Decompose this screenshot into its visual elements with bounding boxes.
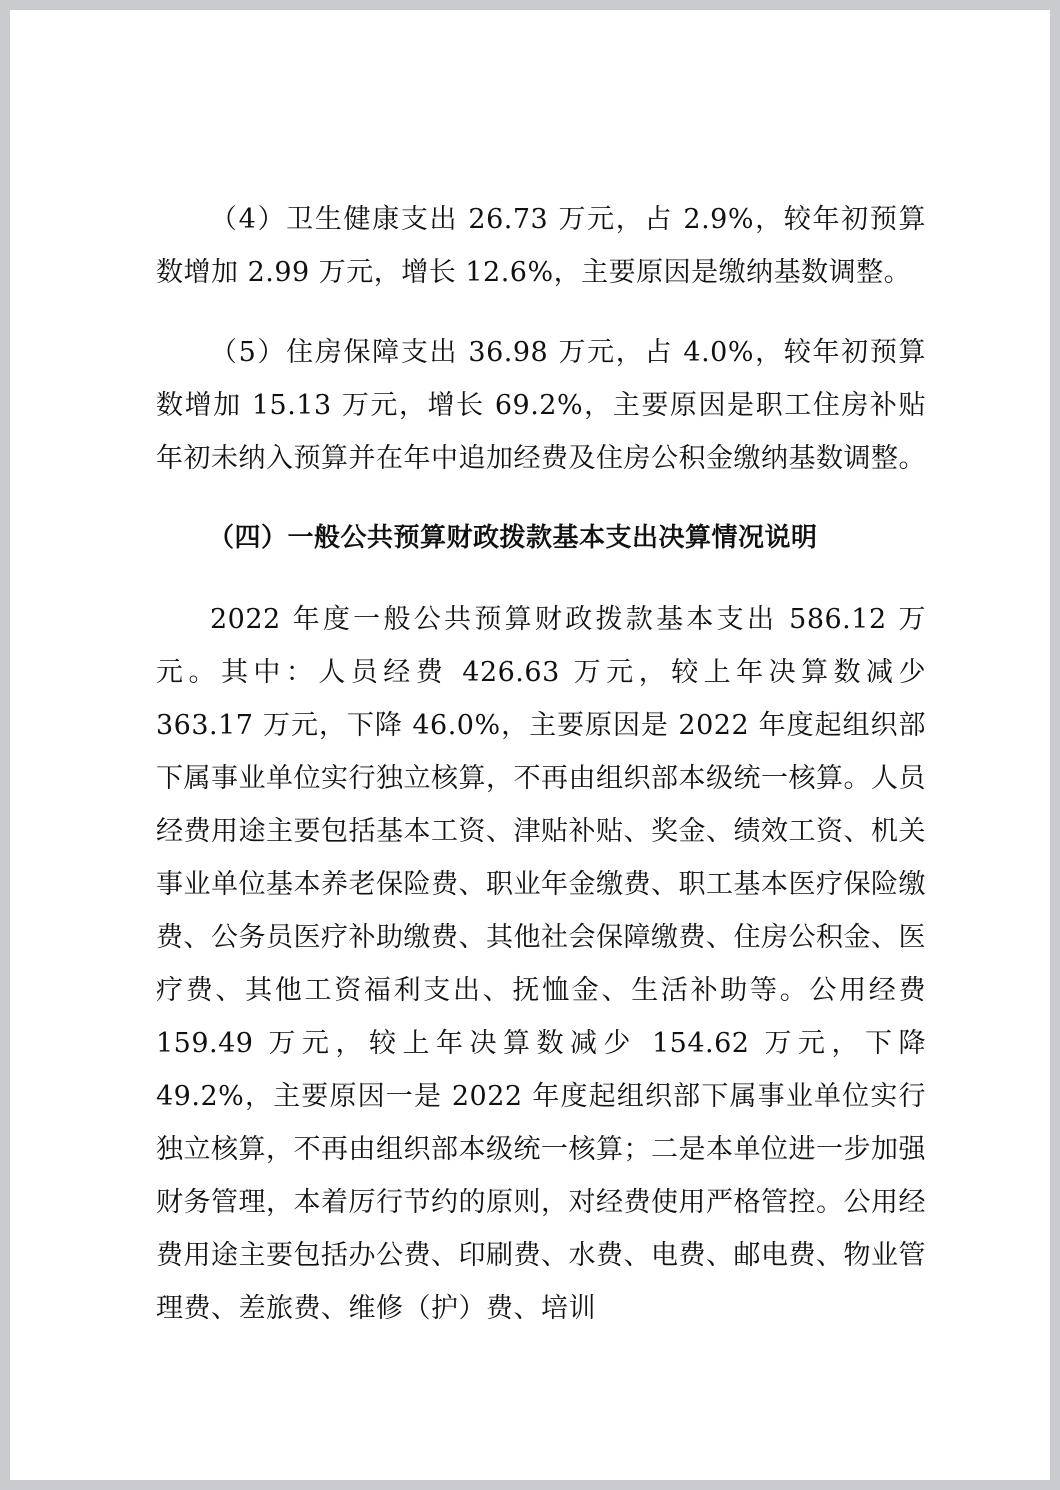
section-heading: （四）一般公共预算财政拨款基本支出决算情况说明: [208, 523, 818, 553]
document-page: [10, 10, 1050, 1480]
paragraph-health-expenditure: [156, 193, 926, 299]
paragraph-text: 2022 年度一般公共预算财政拨款基本支出 586.12 万元。其中：人员经费 426.63 万元，较上年决算数减少 363.17 万元，下降 46.0%，主要原因是 2022 年度起组织部下属事业单位实行独立核算，不再由组织部本级统一核算。人员经费用途主要包括基本工资、津贴补贴、奖金、绩效工资、机关事业单位基本养老保险费、职业年金缴费、职工基本医疗保险缴费、公务员医疗补助缴费、其他社会保障缴费、住房公积金、医疗费、其他工资福利支出、抚恤金、生活补助等。公用经费 159.49 万元，较上年决算数减少 154.62 万元，下降 49.2%，主要原因一是 2022 年度起组织部下属事业单位实行独立核算，不再由组织部本级统一核算；二是本单位进一步加强财务管理，本着厉行节约的原则，对经费使用严格管控。公用经费用途主要包括办公费、印刷费、水费、电费、邮电费、物业管理费、差旅费、维修（护）费、培训: [156, 604, 926, 1324]
paragraph-text: （4）卫生健康支出 26.73 万元，占 2.9%，较年初预算数增加 2.99 万元，增长 12.6%，主要原因是缴纳基数调整。: [156, 204, 926, 288]
paragraph-housing-expenditure: [156, 326, 926, 485]
paragraph-text: （5）住房保障支出 36.98 万元，占 4.0%，较年初预算数增加 15.13 万元，增长 69.2%，主要原因是职工住房补贴年初未纳入预算并在年中追加经费及住房公积金缴纳基数调整。: [156, 337, 926, 474]
paragraph-basic-expenditure: [156, 593, 926, 1335]
